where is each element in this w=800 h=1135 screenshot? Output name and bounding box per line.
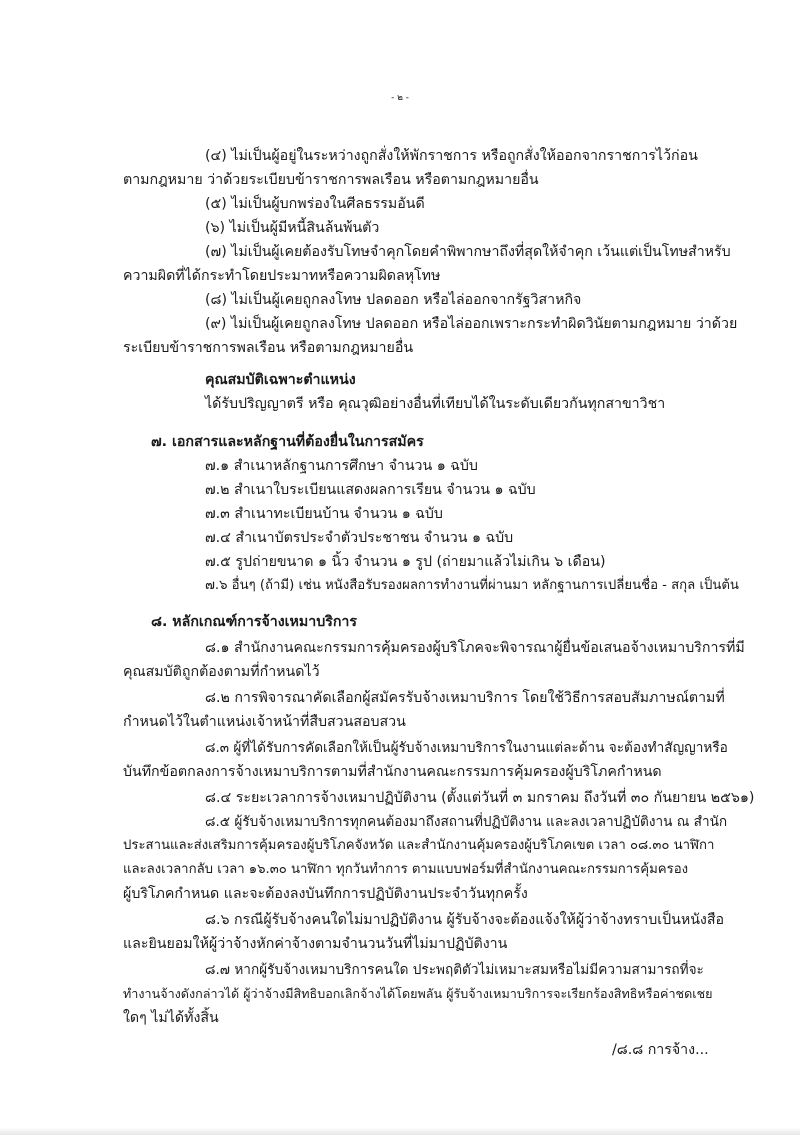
section-8-7-cont: ใดๆ ไม่ได้ทั้งสิ้น	[123, 1010, 219, 1026]
section-7-item: ๗.๓ สำเนาทะเบียนบ้าน จำนวน ๑ ฉบับ	[205, 506, 443, 522]
qualification-item-6: (๖) ไม่เป็นผู้มีหนี้สินล้นพ้นตัว	[205, 220, 380, 236]
section-7-item: ๗.๒ สำเนาใบระเบียนแสดงผลการเรียน จำนวน ๑ ฉบับ	[205, 482, 536, 498]
qualification-item-9: (๙) ไม่เป็นผู้เคยถูกลงโทษ ปลดออก หรือไล่ออกเพราะกระทำผิดวินัยตามกฎหมาย ว่าด้วย	[205, 316, 738, 332]
section-8-6: ๘.๖ กรณีผู้รับจ้างคนใดไม่มาปฏิบัติงาน ผู้รับจ้างจะต้องแจ้งให้ผู้ว่าจ้างทราบเป็นหนังสือ	[205, 912, 724, 928]
section-8-7-cont: ทำงานจ้างดังกล่าวได้ ผู้ว่าจ้างมีสิทธิบอกเลิกจ้างได้โดยพลัน ผู้รับจ้างเหมาบริการจะเรียกร้องสิทธิหรือค่าชดเชย	[123, 986, 713, 1001]
section-7-heading: ๗. เอกสารและหลักฐานที่ต้องยื่นในการสมัคร	[151, 434, 424, 450]
section-8-3: ๘.๓ ผู้ที่ได้รับการคัดเลือกให้เป็นผู้รับจ้างเหมาบริการในงานแต่ละด้าน จะต้องทำสัญญาหรือ	[205, 740, 728, 756]
specific-qualifications-text: ได้รับปริญญาตรี หรือ คุณวุฒิอย่างอื่นที่เทียบได้ในระดับเดียวกันทุกสาขาวิชา	[205, 396, 666, 412]
section-8-5: ๘.๕ ผู้รับจ้างเหมาบริการทุกคนต้องมาถึงสถานที่ปฏิบัติงาน และลงเวลาปฏิบัติงาน ณ สำนัก	[205, 814, 728, 830]
section-8-5-cont: ประสานและส่งเสริมการคุ้มครองผู้บริโภคจังหวัด และสำนักงานคุ้มครองผู้บริโภคเขต เวลา ๐๘.๓๐ นาฬิกา	[123, 838, 715, 853]
section-7-item: ๗.๑ สำเนาหลักฐานการศึกษา จำนวน ๑ ฉบับ	[205, 458, 478, 474]
section-8-6-cont: และยินยอมให้ผู้ว่าจ้างหักค่าจ้างตามจำนวนวันที่ไม่มาปฏิบัติงาน	[123, 936, 508, 952]
section-8-5-cont: ผู้บริโภคกำหนด และจะต้องลงบันทึกการปฏิบัติงานประจำวันทุกครั้ง	[123, 886, 528, 902]
section-7-item: ๗.๕ รูปถ่ายขนาด ๑ นิ้ว จำนวน ๑ รูป (ถ่ายมาแล้วไม่เกิน ๖ เดือน)	[205, 554, 606, 570]
section-8-2: ๘.๒ การพิจารณาคัดเลือกผู้สมัครรับจ้างเหมาบริการ โดยใช้วิธีการสอบสัมภาษณ์ตามที่	[205, 690, 725, 706]
page-number: - ๒ -	[391, 93, 409, 103]
qualification-item-8: (๘) ไม่เป็นผู้เคยถูกลงโทษ ปลดออก หรือไล่ออกจากรัฐวิสาหกิจ	[205, 292, 582, 308]
section-8-1-cont: คุณสมบัติถูกต้องตามที่กำหนดไว้	[123, 664, 320, 680]
section-8-5-cont: และลงเวลากลับ เวลา ๑๖.๓๐ นาฬิกา ทุกวันทำการ ตามแบบฟอร์มที่สำนักงานคณะกรรมการคุ้มครอง	[123, 862, 689, 877]
continuation-note: /๘.๘ การจ้าง...	[612, 1042, 709, 1058]
section-7-item: ๗.๔ สำเนาบัตรประจำตัวประชาชน จำนวน ๑ ฉบับ	[205, 530, 514, 546]
scan-edge-shadow	[0, 1127, 800, 1135]
section-8-7: ๘.๗ หากผู้รับจ้างเหมาบริการคนใด ประพฤติตัวไม่เหมาะสมหรือไม่มีความสามารถที่จะ	[205, 962, 704, 978]
qualification-item-5: (๕) ไม่เป็นผู้บกพร่องในศีลธรรมอันดี	[205, 196, 425, 212]
section-8-3-cont: บันทึกข้อตกลงการจ้างเหมาบริการตามที่สำนักงานคณะกรรมการคุ้มครองผู้บริโภคกำหนด	[123, 764, 662, 780]
qualification-item-4-cont: ตามกฎหมาย ว่าด้วยระเบียบข้าราชการพลเรือน หรือตามกฎหมายอื่น	[123, 172, 539, 188]
section-8-4: ๘.๔ ระยะเวลาการจ้างเหมาปฏิบัติงาน (ตั้งแต่วันที่ ๓ มกราคม ถึงวันที่ ๓๐ กันยายน ๒๕๖๑)	[205, 790, 755, 806]
qualification-item-7: (๗) ไม่เป็นผู้เคยต้องรับโทษจำคุกโดยคำพิพากษาถึงที่สุดให้จำคุก เว้นแต่เป็นโทษสำหรับ	[205, 244, 731, 260]
section-8-2-cont: กำหนดไว้ในตำแหน่งเจ้าหน้าที่สืบสวนสอบสวน	[123, 714, 406, 730]
section-7-item: ๗.๖ อื่นๆ (ถ้ามี) เช่น หนังสือรับรองผลการทำงานที่ผ่านมา หลักฐานการเปลี่ยนชื่อ - สกุล เป็นต้น	[205, 578, 739, 593]
qualification-item-4: (๔) ไม่เป็นผู้อยู่ในระหว่างถูกสั่งให้พักราชการ หรือถูกสั่งให้ออกจากราชการไว้ก่อน	[205, 148, 698, 164]
qualification-item-9-cont: ระเบียบข้าราชการพลเรือน หรือตามกฎหมายอื่น	[123, 340, 414, 356]
qualification-item-7-cont: ความผิดที่ได้กระทำโดยประมาทหรือความผิดลหุโทษ	[123, 268, 441, 284]
specific-qualifications-heading: คุณสมบัติเฉพาะตำแหน่ง	[205, 372, 356, 388]
section-8-1: ๘.๑ สำนักงานคณะกรรมการคุ้มครองผู้บริโภคจะพิจารณาผู้ยื่นข้อเสนอจ้างเหมาบริการที่มี	[205, 640, 745, 656]
section-8-heading: ๘. หลักเกณฑ์การจ้างเหมาบริการ	[151, 614, 357, 630]
